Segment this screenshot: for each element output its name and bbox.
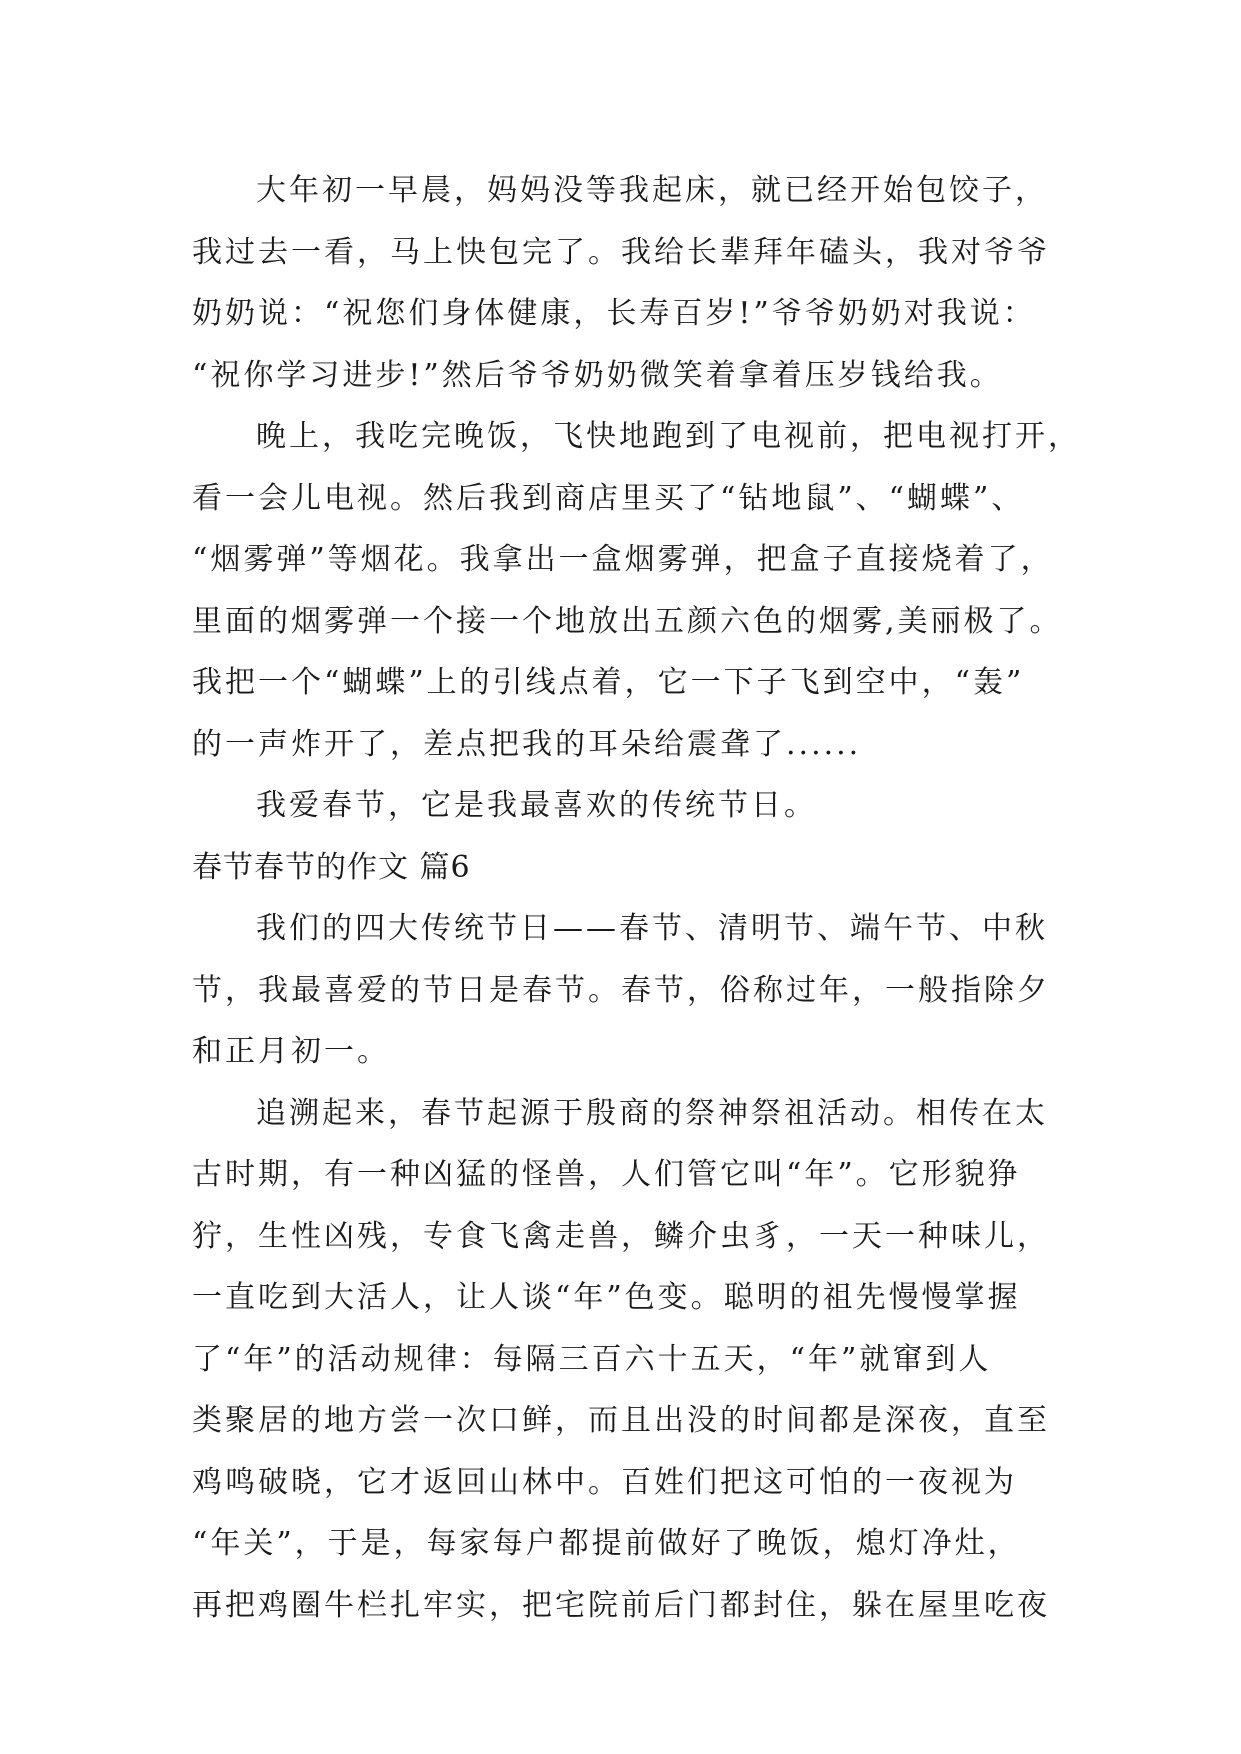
text-line: “祝你学习进步!”然后爷爷奶奶微笑着拿着压岁钱给我。 — [192, 357, 1003, 393]
text-line: 节，我最喜爱的节日是春节。春节，俗称过年，一般指除夕 — [192, 972, 1050, 1008]
text-line: 奶奶说：“祝您们身体健康，长寿百岁!”爷爷奶奶对我说： — [192, 296, 1036, 331]
text-line: 大年初一早晨，妈妈没等我起床，就已经开始包饺子， — [256, 173, 1048, 208]
text-line: “烟雾弹”等烟花。我拿出一盒烟雾弹，把盒子直接烧着了， — [192, 542, 1054, 577]
text-line: 鸡鸣破晓，它才返回山林中。百姓们把这可怕的一夜视为 — [192, 1464, 1017, 1500]
text-line: 一直吃到大活人，让人谈“年”色变。聪明的祖先慢慢掌握 — [192, 1280, 1021, 1315]
text-line: “年关”，于是，每家每户都提前做好了晚饭，熄灯净灶， — [192, 1526, 1021, 1561]
text-line: 我把一个“蝴蝶”上的引线点着，它一下子飞到空中，“轰” — [192, 665, 1025, 700]
text-line: 的一声炸开了，差点把我的耳朵给震聋了...... — [192, 726, 862, 762]
section-heading: 春节春节的作文 篇6 — [192, 849, 471, 885]
text-line: 看一会儿电视。然后我到商店里买了“钻地鼠”、“蝴蝶”、 — [192, 480, 1025, 516]
text-line: 再把鸡圈牛栏扎牢实，把宅院前后门都封住，躲在屋里吃夜 — [192, 1587, 1050, 1623]
text-line: 狞，生性凶残，专食飞禽走兽，鳞介虫豸，一天一种味儿， — [192, 1218, 1050, 1254]
document-body — [192, 160, 1081, 1636]
text-line: 我们的四大传统节日——春节、清明节、端午节、中秋 — [256, 911, 1048, 946]
text-line: 我爱春节，它是我最喜欢的传统节日。 — [256, 788, 817, 823]
text-line: 追溯起来，春节起源于殷商的祭神祭祖活动。相传在太 — [256, 1095, 1048, 1131]
text-line: 和正月初一。 — [192, 1034, 390, 1069]
text-line: 晚上，我吃完晚饭，飞快地跑到了电视前，把电视打开， — [256, 419, 1081, 454]
text-line: 里面的烟雾弹一个接一个地放出五颜六色的烟雾,美丽极了。 — [192, 603, 1063, 639]
text-line: 类聚居的地方尝一次口鲜，而且出没的时间都是深夜，直至 — [192, 1403, 1050, 1438]
text-line: 了“年”的活动规律：每隔三百六十五天，“年”就窜到人 — [192, 1341, 992, 1377]
text-line: 我过去一看，马上快包完了。我给长辈拜年磕头，我对爷爷 — [192, 234, 1050, 270]
text-line: 古时期，有一种凶猛的怪兽，人们管它叫“年”。它形貌狰 — [192, 1157, 1021, 1192]
